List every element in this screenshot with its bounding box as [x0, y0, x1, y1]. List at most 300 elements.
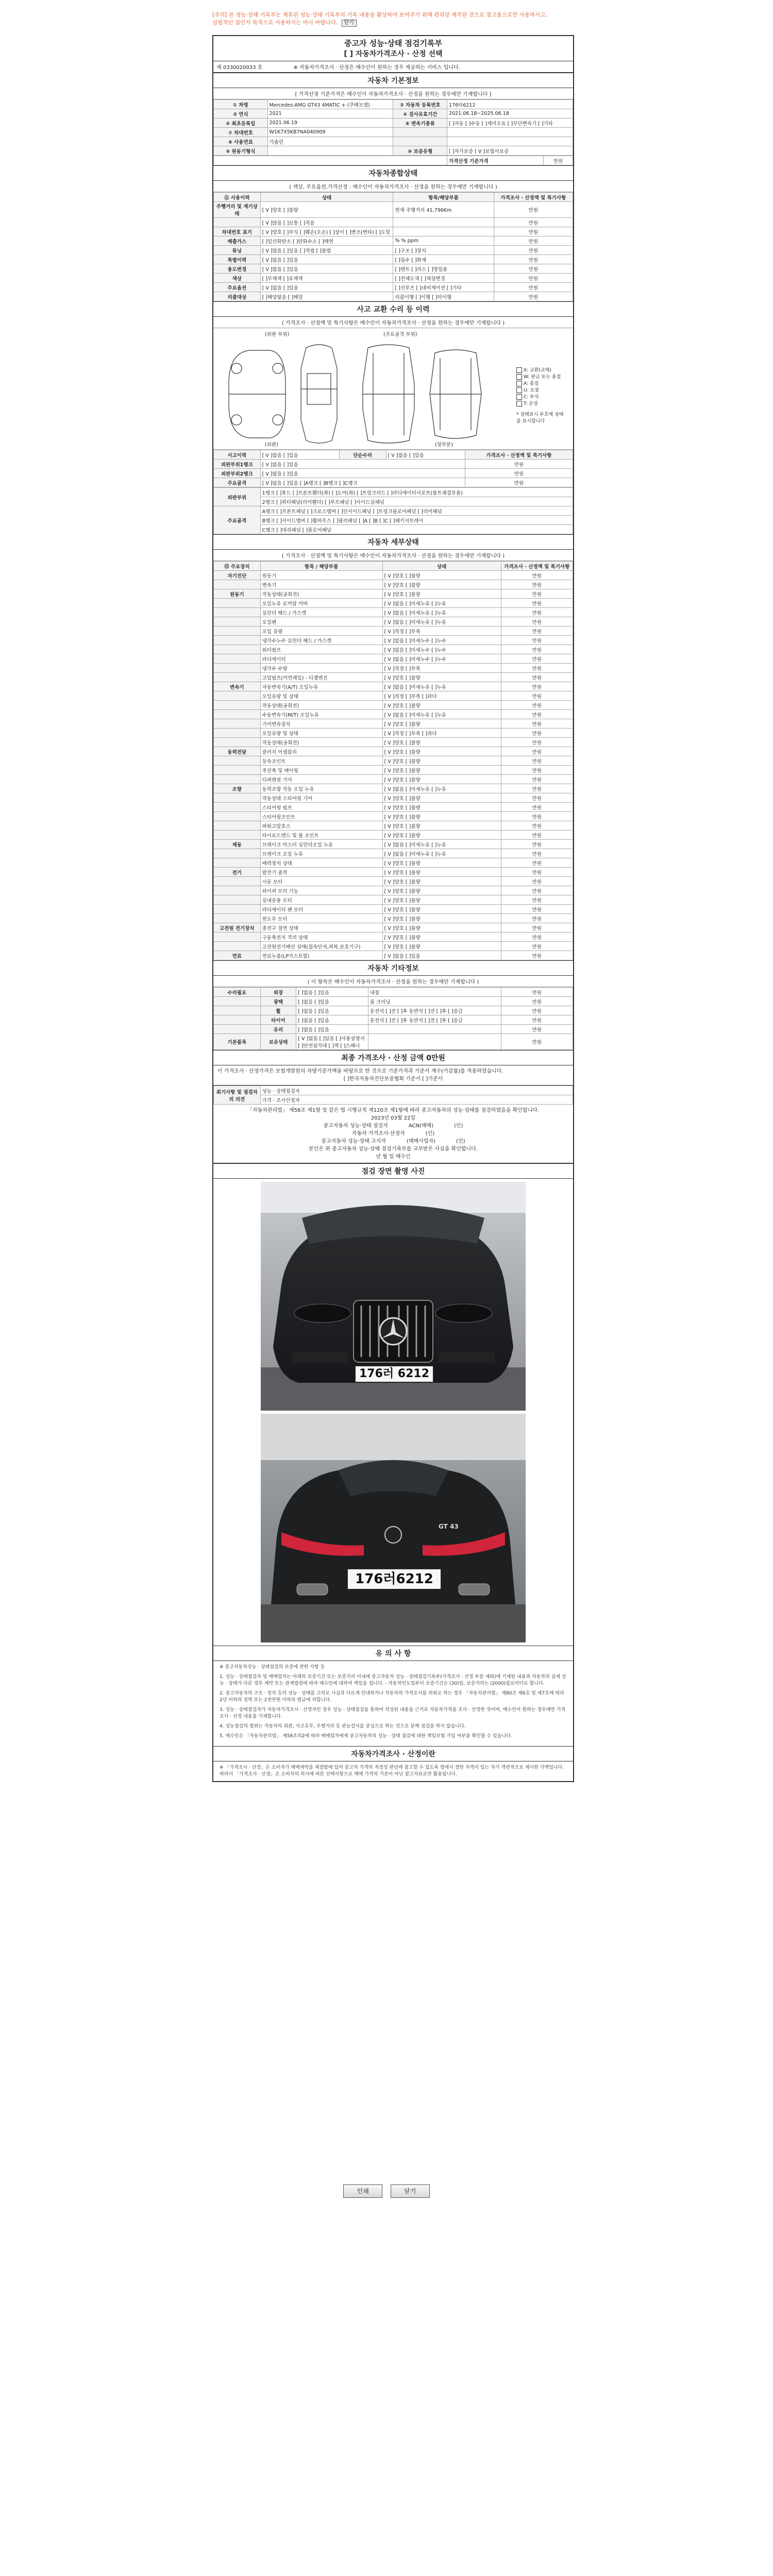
basic-row	[214, 109, 573, 118]
detail-row	[214, 933, 573, 942]
comp-item: [ ]구조 [ ]장치	[393, 246, 494, 255]
detail-price: 만원	[501, 756, 573, 766]
comp-row	[214, 218, 573, 227]
detail-row	[214, 793, 573, 803]
detail-item: 변속기	[260, 580, 382, 589]
detail-item: 작동상태 스티어링 기어	[260, 793, 382, 803]
photo-rear	[261, 1414, 526, 1642]
comp-state: [ ]해당없음 [ ]해당	[260, 292, 393, 301]
detail-group	[214, 691, 261, 701]
detail-price: 만원	[501, 747, 573, 756]
other-price: 만원	[501, 1015, 573, 1025]
detail-item: 타이로드엔드 및 볼 조인트	[260, 831, 382, 840]
basic-value: [ ]자가보증 [ V ]보험사보증	[447, 146, 573, 156]
basic-row	[214, 100, 573, 109]
comp-price: 만원	[494, 236, 573, 246]
comp-state: [ V ]많음 [ ]보통 [ ]적음	[260, 218, 393, 227]
detail-item: 충전구 절연 상태	[260, 923, 382, 933]
sig3-val: (매매사업자)	[406, 1139, 436, 1144]
detail-state: [ V ]양호 [ ]불량	[382, 673, 501, 682]
detail-item: 와이퍼 모터 기능	[260, 886, 382, 895]
detail-state: [ V ]양호 [ ]불량	[382, 877, 501, 886]
comp-header-0: ⑪ 사용이력	[214, 193, 261, 202]
basic-key: ⑤ 최초등록일	[214, 118, 268, 128]
detail-state: [ V ]양호 [ ]불량	[382, 923, 501, 933]
acc-header-2: 단순수리	[339, 450, 386, 460]
comp-state: [ ]무채색 [ ]유채색	[260, 274, 393, 283]
comp-state: [ ]일산화탄소 [ ]탄화수소 [ ]매연	[260, 236, 393, 246]
car-diagram	[213, 328, 573, 450]
detail-row	[214, 895, 573, 905]
other-key2: 운전석 [ ]전 [ ]후 동반석 [ ]전 [ ]후 [ ]응급	[368, 1015, 501, 1025]
detail-header-0: ⑫ 주요장치	[214, 562, 261, 571]
detail-state: [ V ]없음 [ ]미세누유 [ ]누유	[382, 608, 501, 617]
comp-header-1: 상태	[260, 193, 393, 202]
accident-key: 외판부위1랭크	[214, 460, 261, 469]
detail-row	[214, 691, 573, 701]
other-row	[214, 1034, 573, 1050]
legend-item: C: 부식	[524, 395, 539, 400]
basic-price-unit: 만원	[544, 156, 573, 165]
legend-note: * 상태표시 부호에 상태를 표시합니다	[516, 412, 564, 424]
opinion-label: 최기사항 및 점검자의 의견	[214, 1086, 261, 1105]
caution-paragraph: 4. 성능점검의 범위는 자동차의 외관, 사고유무, 주행거리 등 관능검사를 중심으로 하는 것으로 분해 점검을 하지 않습니다.	[220, 1724, 466, 1729]
outer-row: 1랭크 [ ]후드 [ ]프론트휀더(좌) [ ]도어(좌) [ ]트렁크리드 [ ]라디에이터서포트(볼트체결부품)	[260, 488, 573, 497]
final-box	[213, 1065, 573, 1086]
section-accident-title: 사고 교환 수리 등 이력	[213, 301, 573, 317]
detail-price: 만원	[501, 923, 573, 933]
detail-item: 냉각수 수량	[260, 664, 382, 673]
final-received: 본인은 위 중고자동차 성능·상태 점검기록부를 교부받은 사실을 확인합니다.	[308, 1146, 478, 1152]
appraisal-text: ※ 「가격조사 · 산정」은 소비자가 매매계약을 체결함에 있어 중고차 가격의 적정성 판단에 참고할 수 있도록 법에서 정한 자격이 있는 자가 객관적으로 제시한 가액입니다. 따라서 「가격조사 · 산정」은 소비자의 의사에 따른 선택사항으로 매매 가격의 기준이 아닌 참고자료로만 활용됩니다.	[220, 1765, 564, 1777]
detail-item: 오일유량 및 상태	[260, 728, 382, 738]
detail-item: 수동변속기(M/T) 오일누유	[260, 710, 382, 719]
detail-state: [ V ]적정 [ ]부족 [ ]과다	[382, 728, 501, 738]
accident-value: [ V ]없음 [ ]있음	[260, 469, 465, 478]
detail-price: 만원	[501, 858, 573, 868]
detail-state: [ V ]적정 [ ]부족 [ ]과다	[382, 691, 501, 701]
outer-row: 2랭크 [ ]쿼터패널(리어휀더) [ ]루프패널 [ ]사이드실패널	[260, 497, 573, 506]
detail-price: 만원	[501, 719, 573, 728]
section-appraisal-title: 자동차가격조사 · 산정이란	[213, 1746, 573, 1761]
detail-row	[214, 626, 573, 636]
accident-price: 만원	[465, 478, 573, 487]
detail-item: 고압펌프(커먼레일) - 디젤엔진	[260, 673, 382, 682]
accident-price: 만원	[465, 460, 573, 469]
detail-item: 작동상태(공회전)	[260, 589, 382, 599]
detail-price: 만원	[501, 654, 573, 664]
basic-row	[214, 137, 573, 146]
comp-key: 차대번호 표기	[214, 227, 261, 236]
detail-item: 실린더 헤드 / 가스켓	[260, 608, 382, 617]
detail-state: [ V ]양호 [ ]불량	[382, 766, 501, 775]
detail-row	[214, 803, 573, 812]
comp-key: 주행거리 및 계기상태	[214, 202, 261, 218]
detail-row	[214, 645, 573, 654]
comp-row	[214, 255, 573, 264]
comp-item: [ ]전체도색 [ ]색상변경	[393, 274, 494, 283]
detail-group: 변속기	[214, 682, 261, 691]
frame-row: A랭크 [ ]프론트패널 [ ]크로스멤버 [ ]인사이드패널 [ ]트렁크플로어패널 [ ]리어패널	[260, 506, 573, 516]
detail-item: 파워고압호스	[260, 821, 382, 831]
final-statement-box	[213, 1105, 573, 1163]
detail-item: 발전기 출력	[260, 868, 382, 877]
detail-row	[214, 580, 573, 589]
detail-row	[214, 608, 573, 617]
detail-group	[214, 933, 261, 942]
other-group	[214, 1015, 261, 1025]
diagram-legend	[516, 367, 568, 425]
comp-item: [ ]침수 [ ]화재	[393, 255, 494, 264]
frame-label: 주요골격	[214, 506, 261, 534]
detail-item: 배력장치 상태	[260, 858, 382, 868]
car-outline-diagram	[219, 337, 507, 446]
detail-item: 디퍼렌셜 기어	[260, 775, 382, 784]
detail-group	[214, 877, 261, 886]
final-date: 2023년 03월 22일	[371, 1115, 416, 1121]
comp-item: [ ]렌트 [ ]리스 [ ]영업용	[393, 264, 494, 274]
detail-state: [ V ]없음 [ ]미세누유 [ ]누유	[382, 682, 501, 691]
acc-header-1: [ V ]없음 [ ]있음	[260, 450, 339, 460]
frame-row: B랭크 [ ]사이드멤버 [ ]휠하우스 [ ]필러패널 [ ]A [ ]B [ ]C [ ]패키지트레이	[260, 516, 573, 525]
other-value: [ V ]없음 [ ]있음 [ ]사용설명서 [ ]안전삼각대 [ ]잭 [ ]스패너	[296, 1034, 368, 1050]
detail-state: [ V ]없음 [ ]미세누유 [ ]누유	[382, 617, 501, 626]
detail-price: 만원	[501, 636, 573, 645]
comp-key: 튜닝	[214, 246, 261, 255]
other-group	[214, 997, 261, 1006]
other-key: 휠	[260, 1006, 296, 1015]
detail-item: 스티어링 펌프	[260, 803, 382, 812]
detail-group: 원동기	[214, 589, 261, 599]
detail-group	[214, 895, 261, 905]
basic-table	[213, 99, 573, 156]
final-statement: 「자동차관리법」 제58조 제1항 및 같은 법 시행규칙 제120조 제1항에 따라 중고자동차의 성능·상태를 점검하였음을 확인합니다.	[247, 1108, 540, 1113]
detail-group: 고전원 전기장치	[214, 923, 261, 933]
detail-price: 만원	[501, 626, 573, 636]
detail-group	[214, 914, 261, 923]
acc-header-0: 사고이력	[214, 450, 261, 460]
basic-value	[447, 137, 573, 146]
basic-key: ⑨ 원동기형식	[214, 146, 268, 156]
detail-price: 만원	[501, 691, 573, 701]
detail-state: [ V ]양호 [ ]불량	[382, 905, 501, 914]
print-button[interactable]: 인쇄	[343, 2184, 382, 2198]
sig-seal: (인)	[454, 1123, 463, 1129]
detail-item: 브레이크 마스터 실린더오일 누유	[260, 840, 382, 849]
detail-state: [ V ]적정 [ ]부족	[382, 626, 501, 636]
detail-group: 연료	[214, 951, 261, 960]
caution-paragraph: 1. 성능 · 상태점검자 및 매매업자는 아래의 보증기간 또는 보증거리 이내에 중고자동차 성능 · 상태점검기록부(가격조사 · 산정 부분 제외)에 기재된 내용과 자동차의 실제 성능 · 상태가 다른 경우 계약 또는 관계법령에 따라 매수인에 대하여 책임을 집니다. - 자동차인도일부터 보증기간은 (30)일, 보증거리는 (2000)킬로미터로 합니다.	[220, 1674, 566, 1686]
detail-state: [ V ]양호 [ ]불량	[382, 812, 501, 821]
detail-price: 만원	[501, 933, 573, 942]
detail-item: 실내송풍 모터	[260, 895, 382, 905]
acc-header-4: 가격조사 · 산정액 및 특기사항	[465, 450, 573, 460]
accident-price: 만원	[465, 469, 573, 478]
basic-key: ⑧ 사용연료	[214, 137, 268, 146]
detail-state: [ V ]양호 [ ]불량	[382, 719, 501, 728]
comp-price: 만원	[494, 292, 573, 301]
basic-row	[214, 128, 573, 137]
detail-row	[214, 849, 573, 858]
detail-group	[214, 701, 261, 710]
detail-row	[214, 654, 573, 664]
comp-state: [ V ]없음 [ ]있음 [ ]적법 [ ]불법	[260, 246, 393, 255]
detail-row	[214, 728, 573, 738]
detail-price: 만원	[501, 895, 573, 905]
final-opinion-table	[213, 1086, 573, 1105]
sig1-val: ACN(매매)	[408, 1123, 434, 1129]
detail-item: 브레이크 오일 누유	[260, 849, 382, 858]
detail-row	[214, 914, 573, 923]
detail-item: 원동기	[260, 571, 382, 580]
comp-item: 현재 주행거리 41,796Km	[393, 202, 494, 218]
detail-row	[214, 756, 573, 766]
detail-group	[214, 905, 261, 914]
comp-key: 색상	[214, 274, 261, 283]
other-key2: 룸 크리닝	[368, 997, 501, 1006]
comp-price: 만원	[494, 218, 573, 227]
doc-subtitle: [ ] 자동차가격조사 · 산정 선택	[213, 48, 573, 61]
comp-item: % % ppm	[393, 236, 494, 246]
basic-value: [ ]자동 [ ]수동 [ ]세미오토 [ ]무단변속기 [ ]기타	[447, 118, 573, 128]
other-row	[214, 988, 573, 997]
detail-item: 윈도우 모터	[260, 914, 382, 923]
close-button[interactable]: 닫기	[391, 2184, 430, 2198]
detail-group: 자기진단	[214, 571, 261, 580]
legend-item: T: 손상	[524, 401, 538, 406]
detail-group	[214, 608, 261, 617]
detail-row	[214, 664, 573, 673]
detail-state: [ V ]양호 [ ]불량	[382, 793, 501, 803]
detail-state: [ V ]양호 [ ]불량	[382, 756, 501, 766]
detail-item: 고전원전기배선 상태(접속단자,피복,보호기구)	[260, 942, 382, 951]
other-price: 만원	[501, 1034, 573, 1050]
comp-state: [ V ]없음 [ ]있음	[260, 264, 393, 274]
basic-value: 2021.06.19	[267, 118, 393, 128]
detail-price: 만원	[501, 738, 573, 747]
detail-group	[214, 719, 261, 728]
receiver-line: 년 월 일 매수인	[376, 1154, 411, 1160]
detail-item: 작동상태(공회전)	[260, 738, 382, 747]
detail-price: 만원	[501, 831, 573, 840]
detail-price: 만원	[501, 617, 573, 626]
basic-key: ⑥ 변속기종류	[393, 118, 447, 128]
comp-row	[214, 227, 573, 236]
detail-row	[214, 617, 573, 626]
accident-row	[214, 460, 573, 469]
detail-state: [ V ]양호 [ ]불량	[382, 914, 501, 923]
caution-paragraph: 5. 매수인은 「자동차관리법」 제58조의2에 따라 매매업자에게 중고자동차의 성능 · 상태 점검에 대한 책임보험 가입 여부를 확인할 수 있습니다.	[220, 1734, 512, 1739]
detail-price: 만원	[501, 664, 573, 673]
detail-row	[214, 701, 573, 710]
detail-state: [ V ]양호 [ ]불량	[382, 886, 501, 895]
diagram-right-bottom: (뒷부분)	[435, 442, 453, 448]
detail-price: 만원	[501, 784, 573, 793]
detail-row	[214, 905, 573, 914]
detail-row	[214, 858, 573, 868]
detail-item: 연료누출(LP가스포함)	[260, 951, 382, 960]
comp-price: 만원	[494, 255, 573, 264]
detail-price: 만원	[501, 673, 573, 682]
detail-group	[214, 738, 261, 747]
detail-group	[214, 664, 261, 673]
comp-row	[214, 264, 573, 274]
sig3-label: 중고자동차 성능·상태 고지자	[321, 1139, 386, 1144]
basic-note: [ 가격산정 기준가격은 매수인이 자동차가격조사 · 산정을 원하는 경우에만 기재합니다 ]	[213, 88, 573, 99]
basic-row	[214, 146, 573, 156]
detail-price: 만원	[501, 868, 573, 877]
detail-state: [ V ]없음 [ ]미세누수 [ ]누수	[382, 645, 501, 654]
comp-state: [ V ]양호 [ ]불량	[260, 202, 393, 218]
detail-item: 작동상태(공회전)	[260, 701, 382, 710]
detail-item: 오일팬	[260, 617, 382, 626]
detail-price: 만원	[501, 905, 573, 914]
other-key: 유리	[260, 1025, 296, 1034]
basic-value	[447, 128, 573, 137]
other-price: 만원	[501, 1025, 573, 1034]
detail-group	[214, 942, 261, 951]
detail-group	[214, 821, 261, 831]
comp-row	[214, 274, 573, 283]
detail-group	[214, 793, 261, 803]
comp-row	[214, 283, 573, 292]
basic-key: ⑩ 보증유형	[393, 146, 447, 156]
other-price: 만원	[501, 997, 573, 1006]
detail-group: 전기	[214, 868, 261, 877]
detail-price: 만원	[501, 840, 573, 849]
accident-value: [ V ]없음 [ ]있음	[260, 460, 465, 469]
comp-price: 만원	[494, 202, 573, 218]
detail-group	[214, 728, 261, 738]
comprehensive-note: ( 색상, 주요옵션,가격산정 : 매수인이 자동차가격조사 · 산정을 원하는 경우에만 기재합니다 )	[213, 181, 573, 192]
final-text2: [ ]한국자동차진단보증협회 기준서 [ ]기준서	[343, 1076, 443, 1082]
detail-row	[214, 812, 573, 821]
detail-header-2: 상태	[382, 562, 501, 571]
legend-item: A: 흠집	[524, 381, 539, 386]
detail-state: [ V ]양호 [ ]불량	[382, 868, 501, 877]
opinion-appraiser: 가격 · 조사산정자	[260, 1095, 573, 1105]
caution-paragraph: 3. 성능 · 상태점검자가 자동차가격조사 · 산정자인 경우 성능 · 상태점검을 통하여 작성된 내용을 근거로 자동차가격을 조사 · 산정한 것이며, 매수인이 원하는 경우에만 가격조사 · 산정 내용을 기재합니다.	[220, 1707, 566, 1719]
detail-row	[214, 831, 573, 840]
diagram-right-label: (주요골격 부위)	[383, 332, 417, 337]
accident-note: ( 가격조사 · 산정액 및 특기사항은 매수인이 자동차가격조사 · 산정을 원하는 경우에만 기재합니다 )	[213, 317, 573, 328]
car-rear-photo	[261, 1414, 526, 1642]
sig1-label: 중고자동차 성능·상태 점검자	[323, 1123, 388, 1129]
notice-close-button[interactable]: 닫기	[342, 20, 357, 27]
doc-title: 중고자 성능·상태 점검기록부	[344, 39, 443, 48]
detail-group	[214, 673, 261, 682]
other-table	[213, 987, 573, 1050]
basic-key	[393, 137, 447, 146]
comp-price: 만원	[494, 264, 573, 274]
basic-key: ① 차명	[214, 100, 268, 109]
detail-row	[214, 784, 573, 793]
detail-state: [ V ]양호 [ ]불량	[382, 775, 501, 784]
other-value: [ ]없음 [ ]있음	[296, 997, 368, 1006]
detail-state: [ V ]양호 [ ]불량	[382, 821, 501, 831]
detail-price: 만원	[501, 821, 573, 831]
caution-body	[213, 1661, 573, 1746]
detail-state: [ V ]양호 [ ]불량	[382, 589, 501, 599]
accident-table	[213, 450, 573, 487]
detail-price: 만원	[501, 571, 573, 580]
detail-price: 만원	[501, 942, 573, 951]
caution-paragraph: ※ 중고자동차성능 · 상태점검의 보증에 관한 사항 등	[220, 1665, 325, 1670]
detail-group	[214, 858, 261, 868]
basic-value: Mercedes-AMG GT43 4MATIC + (쿠페모델)	[267, 100, 393, 109]
detail-row	[214, 886, 573, 895]
other-key2: 내장	[368, 988, 501, 997]
detail-row	[214, 766, 573, 775]
detail-item: 시동 모터	[260, 877, 382, 886]
detail-item: 오일 유량	[260, 626, 382, 636]
comp-item	[393, 227, 494, 236]
detail-item: 라디에이터	[260, 654, 382, 664]
detail-group	[214, 849, 261, 858]
other-row	[214, 1006, 573, 1015]
detail-price: 만원	[501, 914, 573, 923]
detail-item: 구동축전지 격리 상태	[260, 933, 382, 942]
comp-row	[214, 292, 573, 301]
detail-price: 만원	[501, 775, 573, 784]
detail-note: ( 가격조사 · 산정액 및 특기사항은 매수인이 자동차가격조사 · 산정을 원하는 경우에만 기재합니다 )	[213, 550, 573, 561]
detail-item: 오일누유 로커암 커버	[260, 599, 382, 608]
other-value: [ ]없음 [ ]있음	[296, 1006, 368, 1015]
detail-group	[214, 812, 261, 821]
other-key: 광택	[260, 997, 296, 1006]
detail-price: 만원	[501, 701, 573, 710]
detail-row	[214, 738, 573, 747]
sig2-label: 자동차 가격조사·산정자	[351, 1131, 405, 1137]
opinion-inspector: 성능 · 상태점검자	[260, 1086, 573, 1095]
other-group: 수리필요	[214, 988, 261, 997]
inspection-record	[212, 35, 574, 1782]
comp-row	[214, 246, 573, 255]
detail-item: 워터펌프	[260, 645, 382, 654]
detail-state: [ V ]양호 [ ]불량	[382, 701, 501, 710]
detail-price: 만원	[501, 877, 573, 886]
comp-state: [ V ]양호 [ ]부식 [ ]훼손(오손) [ ]상이 [ ]변조(변타) [ ]도말	[260, 227, 393, 236]
detail-state: [ V ]없음 [ ]미세누유 [ ]누유	[382, 784, 501, 793]
detail-row	[214, 599, 573, 608]
detail-row	[214, 840, 573, 849]
basic-value	[267, 146, 393, 156]
detail-price: 만원	[501, 589, 573, 599]
section-caution-title: 유 의 사 항	[213, 1646, 573, 1661]
comp-item: [ ]선루프 [ ]네비게이션 [ ]기타	[393, 283, 494, 292]
detail-item: 추진축 및 베어링	[260, 766, 382, 775]
sig-seal: (인)	[425, 1131, 435, 1137]
detail-row	[214, 636, 573, 645]
basic-value: 176타6212	[447, 100, 573, 109]
cert-note: ※ 자동차가격조사 · 산정은 매수인이 원하는 경우 제공하는 서비스 입니다.	[293, 65, 460, 71]
detail-state: [ V ]양호 [ ]불량	[382, 738, 501, 747]
accident-row	[214, 478, 573, 487]
detail-row	[214, 719, 573, 728]
detail-price: 만원	[501, 849, 573, 858]
detail-state: [ V ]양호 [ ]불량	[382, 933, 501, 942]
other-note: ( 이 항목은 매수인이 자동차가격조사 · 산정을 원하는 경우에만 기재합니다 )	[213, 976, 573, 987]
detail-price: 만원	[501, 793, 573, 803]
other-group	[214, 1025, 261, 1034]
section-detail-title: 자동차 세부상태	[213, 534, 573, 550]
detail-group	[214, 636, 261, 645]
accident-parts-table	[213, 487, 573, 534]
detail-group: 제동	[214, 840, 261, 849]
comp-row	[214, 236, 573, 246]
detail-price: 만원	[501, 580, 573, 589]
comp-price: 만원	[494, 274, 573, 283]
